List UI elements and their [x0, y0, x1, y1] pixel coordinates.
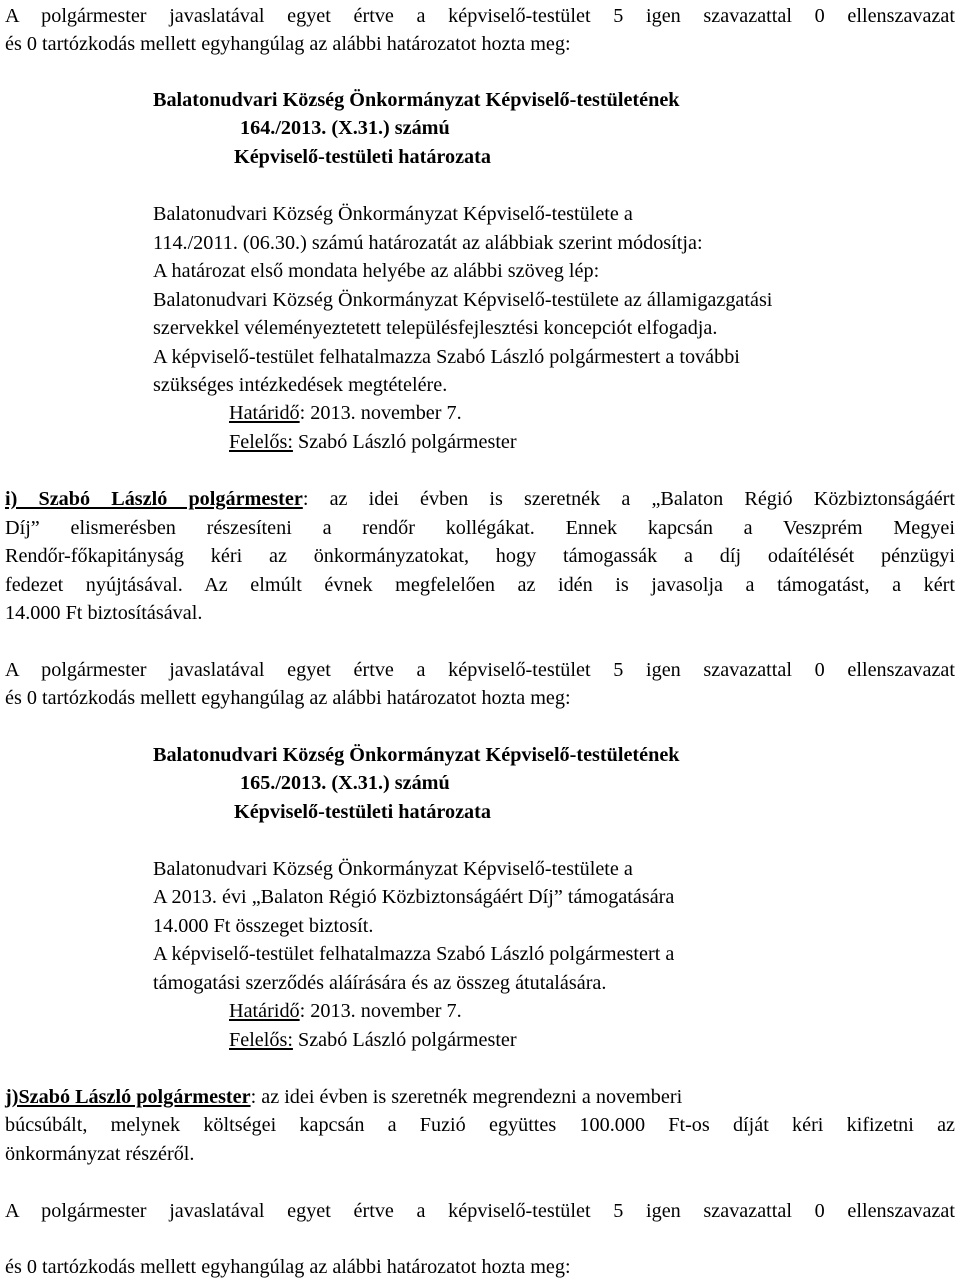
agenda-item-speaker: j)Szabó László polgármester: [5, 1086, 251, 1108]
deadline-line: [229, 399, 462, 427]
agenda-item-text: : az idei évben is szeretnék a „Balaton Régió Közbiztonságáért: [302, 488, 955, 510]
agenda-item-line: Rendőr-főkapitányság kéri az önkormányzatokat, hogy támogassák a díj odaítélését pénzügyi: [5, 545, 955, 567]
agenda-item-speaker: i) Szabó László polgármester: [5, 488, 303, 510]
agenda-item-text: : az idei évben is szeretnék megrendezni a novemberi: [250, 1086, 683, 1108]
deadline-line: [229, 997, 462, 1025]
resolution-body-line: szükséges intézkedések megtételére.: [153, 374, 448, 396]
resolution-body-line: Balatonudvari Község Önkormányzat Képviselő-testülete a: [153, 858, 633, 880]
responsible-line: [229, 1026, 517, 1054]
resolution-body-line: A képviselő-testület felhatalmazza Szabó László polgármestert a: [153, 943, 675, 965]
deadline-label: Határidő: [229, 402, 300, 424]
resolution-body-line: Balatonudvari Község Önkormányzat Képviselő-testülete az államigazgatási: [153, 289, 773, 311]
resolution-body-line: A képviselő-testület felhatalmazza Szabó László polgármestert a további: [153, 346, 740, 368]
agenda-item-line: búcsúbált, melynek költségei kapcsán a Fuzió együttes 100.000 Ft-os díját kéri kifizetni az: [5, 1114, 955, 1136]
resolution-subtitle: Képviselő-testületi határozata: [234, 146, 491, 168]
resolution-body-line: A 2013. évi „Balaton Régió Közbiztonságáért Díj” támogatására: [153, 886, 675, 908]
responsible-value: Szabó László polgármester: [292, 1029, 517, 1051]
deadline-value: : 2013. november 7.: [299, 1000, 462, 1022]
responsible-label: Felelős:: [229, 1029, 293, 1051]
responsible-label: Felelős:: [229, 431, 293, 453]
responsible-line: [229, 428, 517, 456]
resolution-body-line: szervekkel véleményeztetett településfejlesztési koncepciót elfogadja.: [153, 317, 718, 339]
resolution-number: 164./2013. (X.31.) számú: [240, 117, 450, 139]
agenda-item-line: önkormányzat részéről.: [5, 1143, 195, 1165]
resolution-body-line: A határozat első mondata helyébe az alábbi szöveg lép:: [153, 260, 600, 282]
vote-paragraph-line: és 0 tartózkodás mellett egyhangúlag az alábbi határozatot hozta meg:: [5, 687, 571, 709]
resolution-body-line: Balatonudvari Község Önkormányzat Képviselő-testülete a: [153, 203, 633, 225]
vote-paragraph-line: A polgármester javaslatával egyet értve a képviselő-testület 5 igen szavazattal 0 ellenszavazat: [5, 5, 955, 27]
agenda-item-line: 14.000 Ft biztosításával.: [5, 602, 203, 624]
resolution-body-line: 14.000 Ft összeget biztosít.: [153, 915, 374, 937]
resolution-body-line: támogatási szerződés aláírására és az összeg átutalására.: [153, 972, 607, 994]
resolution-subtitle: Képviselő-testületi határozata: [234, 801, 491, 823]
agenda-item-line: fedezet nyújtásával. Az elmúlt évnek megfelelően az idén is javasolja a támogatást, a kért: [5, 574, 955, 596]
resolution-title: Balatonudvari Község Önkormányzat Képviselő-testületének: [153, 744, 680, 766]
deadline-value: : 2013. november 7.: [299, 402, 462, 424]
resolution-title: Balatonudvari Község Önkormányzat Képviselő-testületének: [153, 89, 680, 111]
resolution-number: 165./2013. (X.31.) számú: [240, 772, 450, 794]
deadline-label: Határidő: [229, 1000, 300, 1022]
vote-paragraph-line: A polgármester javaslatával egyet értve a képviselő-testület 5 igen szavazattal 0 ellenszavazat: [5, 659, 955, 681]
agenda-item-line: [5, 485, 955, 513]
resolution-body-line: 114./2011. (06.30.) számú határozatát az alábbiak szerint módosítja:: [153, 232, 703, 254]
vote-paragraph-line: és 0 tartózkodás mellett egyhangúlag az alábbi határozatot hozta meg:: [5, 33, 571, 55]
vote-paragraph-line: A polgármester javaslatával egyet értve a képviselő-testület 5 igen szavazattal 0 ellenszavazat: [5, 1200, 955, 1222]
vote-paragraph-line: és 0 tartózkodás mellett egyhangúlag az alábbi határozatot hozta meg:: [5, 1256, 571, 1278]
agenda-item-line: Díj” elismerésben részesíteni a rendőr kollégákat. Ennek kapcsán a Veszprém Megyei: [5, 517, 955, 539]
agenda-item-line: [5, 1083, 955, 1111]
responsible-value: Szabó László polgármester: [292, 431, 517, 453]
